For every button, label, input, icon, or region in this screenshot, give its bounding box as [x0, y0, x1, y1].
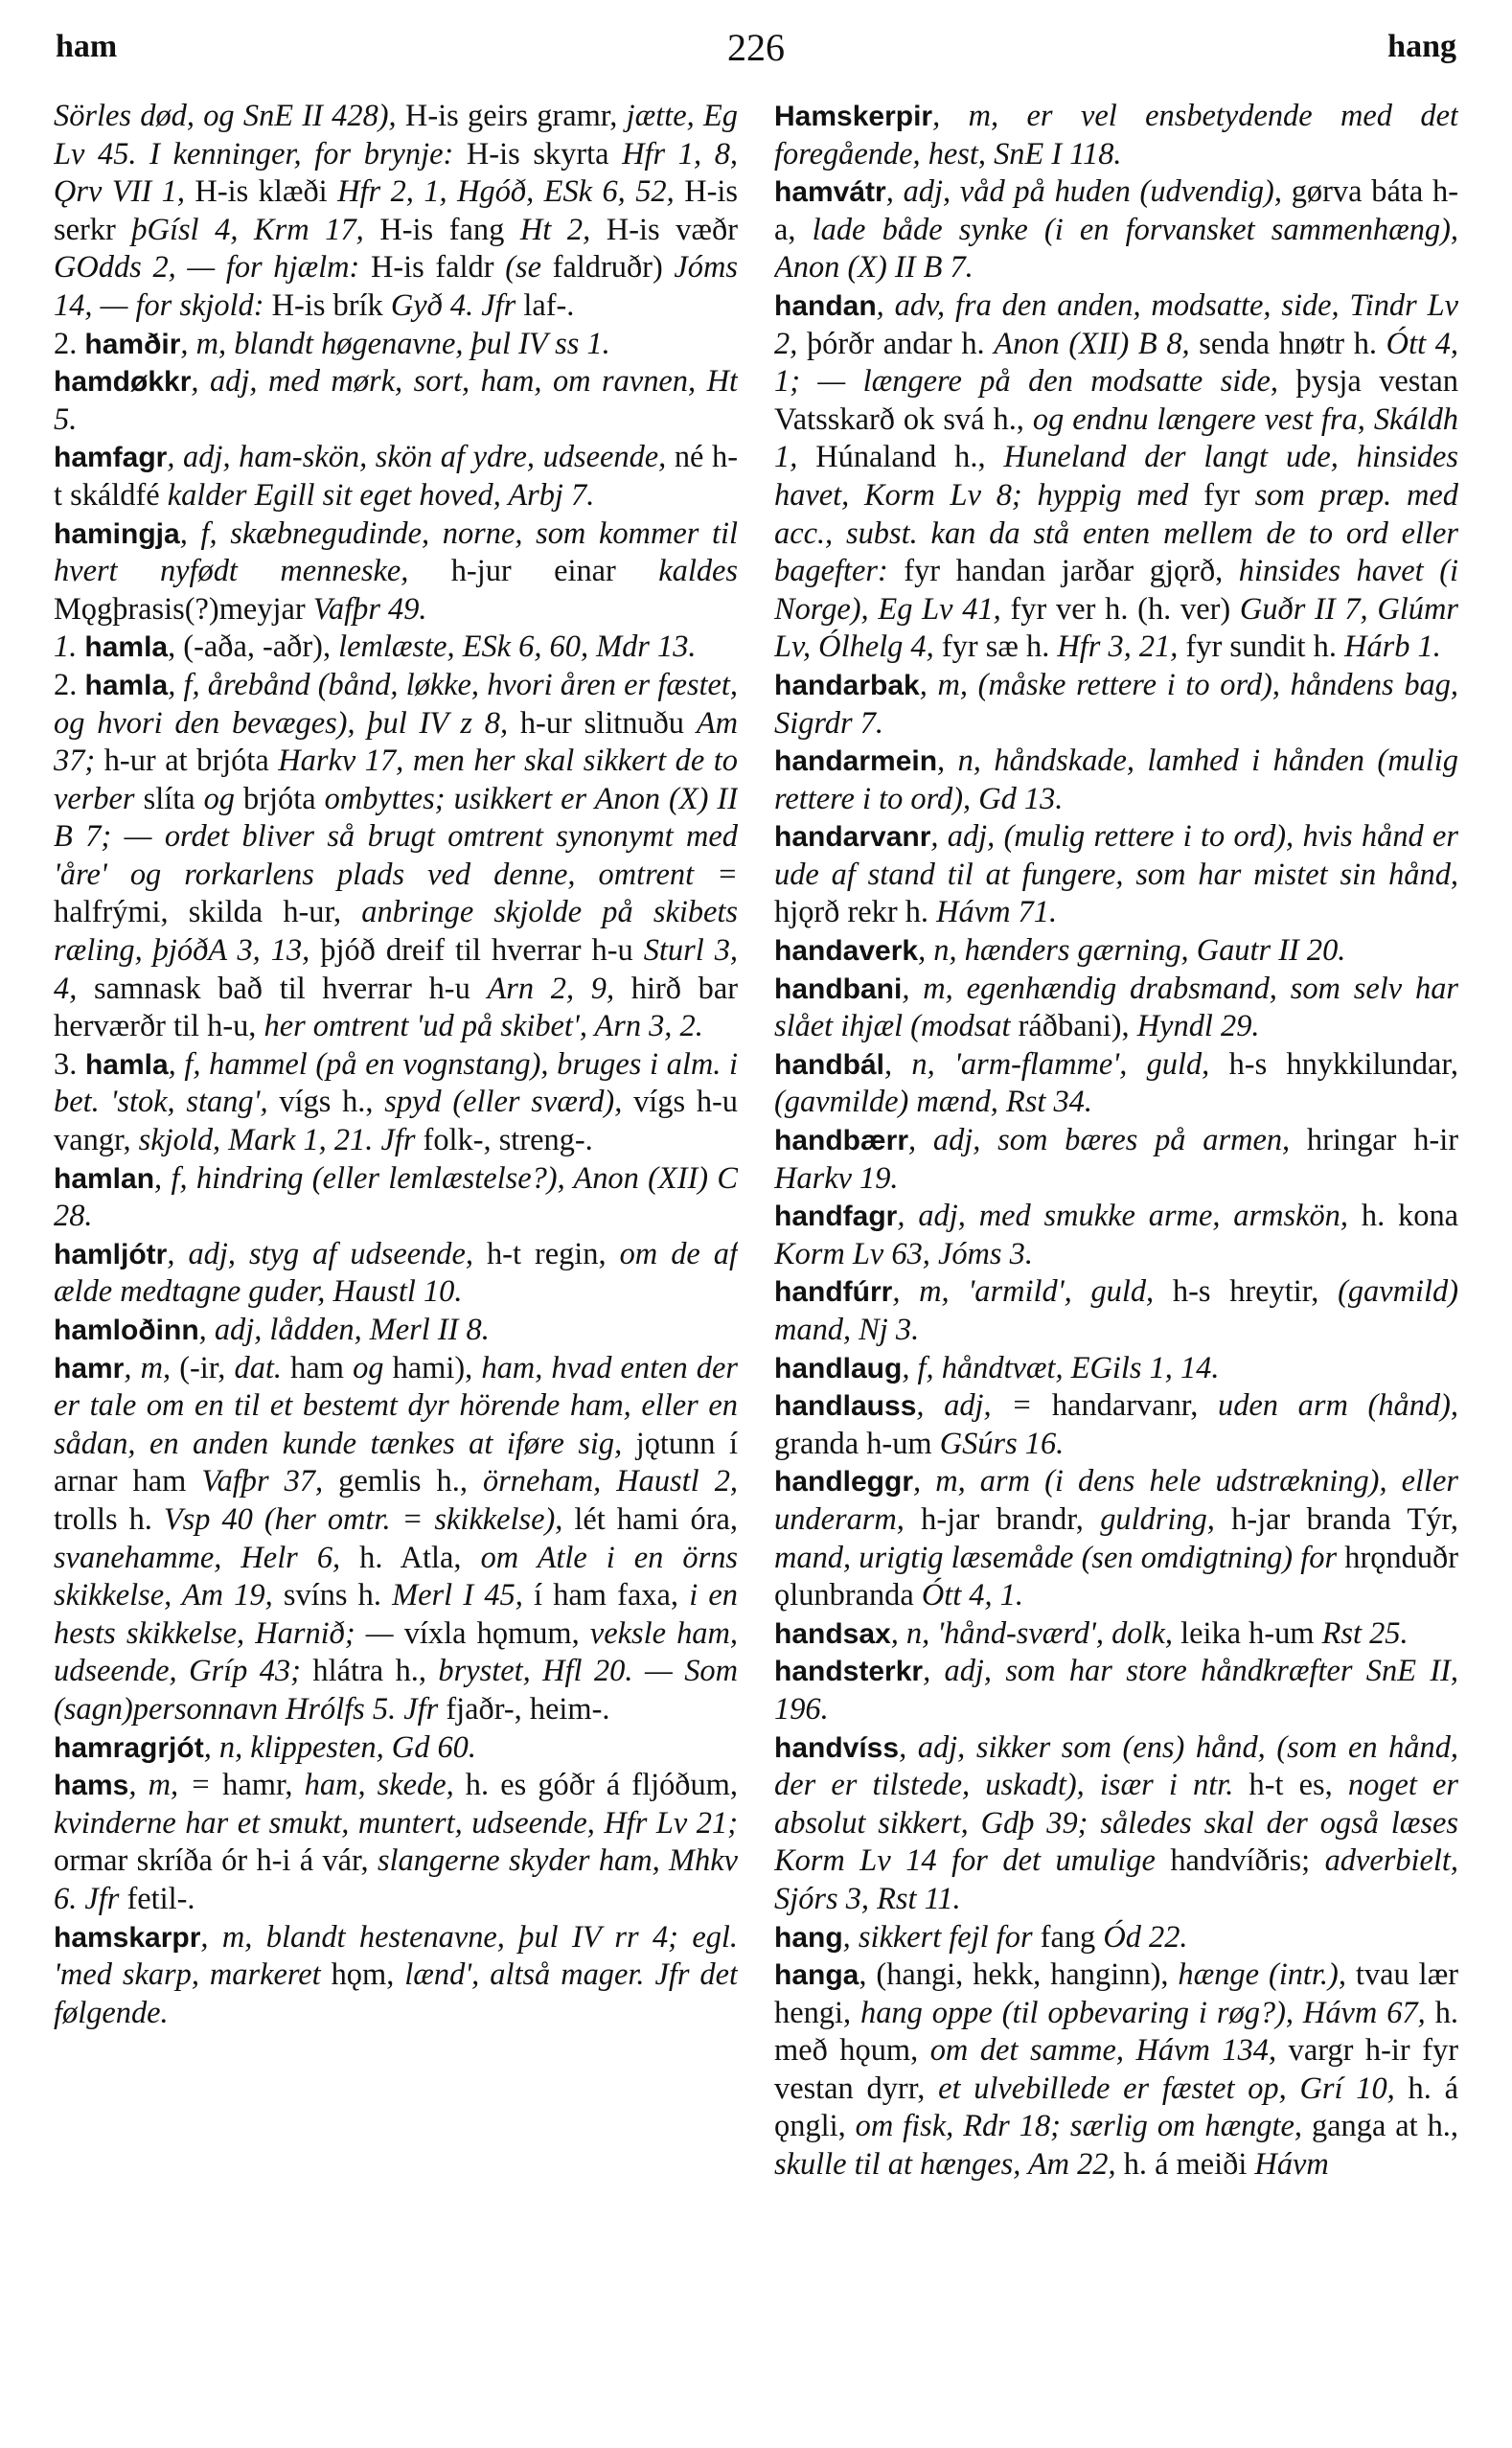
dictionary-entry: [774, 1919, 1458, 1957]
definition-text: Jóms 14, — for skjold:: [54, 250, 738, 323]
citation-text: fyr handan jarðar gjǫrð,: [887, 554, 1239, 589]
dictionary-entry: [54, 1350, 738, 1729]
definition-text: , m, er vel ensbetydende med det foregående, hest, SnE I 118.: [774, 99, 1458, 172]
headword: handsterkr: [774, 1656, 924, 1688]
definition-text: , adj, som bæres på armen,: [908, 1123, 1291, 1158]
headword: handbani: [774, 972, 903, 1005]
definition-text: hang oppe (til opbevaring i røg?), Hávm 67,: [860, 1995, 1426, 2030]
citation-text: h-s hnykkilundar,: [1209, 1046, 1458, 1082]
definition-text: Arn 2, 9,: [487, 971, 615, 1006]
definition-text: Ht 2,: [519, 212, 591, 247]
citation-text: H-is fang: [363, 212, 520, 247]
dictionary-entry: [54, 439, 738, 515]
definition-text: (gavmild) mand, Nj 3.: [774, 1274, 1458, 1347]
definition-text: om de af ælde medtagne guder, Haustl 10.: [54, 1236, 738, 1310]
dictionary-entry: [774, 1956, 1458, 2185]
page-number: 226: [727, 26, 785, 69]
definition-text: Huneland der langt ude, hinsides havet, Korm Lv 8; hyppig med: [774, 440, 1458, 513]
citation-text: fyr sundit h.: [1178, 629, 1345, 665]
headword: hamla: [84, 1048, 169, 1081]
dictionary-entry: [54, 667, 738, 1046]
definition-text: , m, egenhændig drabsmand, som selv har slået ihjæl (modsat: [774, 971, 1458, 1044]
definition-text: Merl I 45,: [392, 1578, 523, 1613]
left-column: [54, 98, 738, 2426]
dictionary-entry: [774, 1653, 1458, 1728]
definition-text: kvinderne har et smukt, muntert, udseende, Hfr Lv 21;: [54, 1805, 738, 1841]
definition-text: lade både synke (i en forvansket sammenhæng), Anon (X) II B 7.: [774, 212, 1458, 286]
definition-text: þGísl 4, Krm 17,: [131, 212, 364, 247]
definition-text: ombyttes; usikkert er Anon (X) II B 7; — ordet bliver så brugt omtrent synonymt med 'åre' og rorkarlens plads ved denne, omtrent =: [54, 781, 738, 892]
definition-text: anbringe skjolde på skibets ræling, þjóðA 3, 13,: [54, 895, 738, 969]
dictionary-entry: [774, 818, 1458, 932]
headword: handfagr: [774, 1201, 898, 1233]
citation-text: H-is serkr: [54, 174, 738, 247]
headword: hamljótr: [54, 1238, 168, 1270]
header-first-word: ham: [56, 29, 118, 64]
citation-text: hami),: [383, 1350, 482, 1385]
citation-text: h. Atla,: [340, 1540, 481, 1575]
dictionary-entry: [774, 1615, 1458, 1654]
definition-text: Hyndl 29.: [1136, 1009, 1260, 1044]
definition-text: Sturl 3, 4,: [54, 933, 738, 1006]
definition-text: skulle til at hænges, Am 22,: [774, 2147, 1116, 2183]
definition-text: Hfr 1, 8, Ǫrv VII 1,: [54, 136, 738, 210]
definition-text: , m, arm (i dens hele udstrækning), eller underarm,: [774, 1464, 1458, 1537]
citation-text: lét hami óra,: [562, 1501, 738, 1537]
definition-text: , f, årebånd (bånd, løkke, hvori åren er fæstet, og hvori den bevæges), þul IV z 8,: [54, 667, 738, 741]
definition-text: , m, blandt hestenavne, þul IV rr 4; egl. 'med skarp, markeret: [54, 1919, 738, 1993]
dictionary-entry: [774, 1387, 1458, 1463]
headword: hamðir: [84, 328, 181, 360]
dictionary-entry: [774, 667, 1458, 743]
dictionary-entry: [774, 1729, 1458, 1919]
definition-text: lænd', altså mager. Jfr det følgende.: [54, 1957, 738, 2030]
definition-text: brystet, Hfl 20. — Som (sagn)personnavn Hrólfs 5. Jfr: [54, 1654, 738, 1727]
citation-text: h. á ǫngli,: [774, 2071, 1458, 2144]
headword: hanga: [774, 1959, 859, 1992]
headword: handlauss: [774, 1390, 917, 1423]
citation-text: H-is faldr: [359, 250, 506, 286]
definition-text: , m, (måske rettere i to ord), håndens bag, Sigrdr 7.: [774, 667, 1458, 741]
citation-text: fyr: [1188, 477, 1255, 513]
definition-text: her omtrent 'ud på skibet', Arn 3, 2.: [263, 1009, 703, 1044]
definition-text: Ótt 4, 1; — længere på den modsatte side,: [774, 326, 1458, 400]
citation-text: ham: [282, 1350, 354, 1385]
dictionary-entry: [774, 1273, 1458, 1349]
headword: hamskarpr: [54, 1921, 201, 1954]
definition-text: Vsp 40 (her omtr. = skikkelse),: [163, 1501, 563, 1537]
citation-text: ganga at h.,: [1302, 2109, 1458, 2144]
definition-text: hænge (intr.),: [1178, 1957, 1346, 1993]
citation-text: fyr ver h. (h. ver): [1000, 591, 1240, 627]
citation-text: samnask bað til hverrar h-u: [77, 971, 488, 1006]
dictionary-entry: [54, 1236, 738, 1312]
citation-text: h-jur einar: [408, 554, 659, 589]
definition-text: , adj, lådden, Merl II 8.: [198, 1313, 490, 1347]
definition-text: Ód 22.: [1103, 1919, 1188, 1955]
citation-text: h-ur slitnuðu: [508, 705, 697, 741]
definition-text: , m,: [124, 1350, 172, 1385]
citation-text: h-t regin,: [472, 1236, 620, 1271]
definition-text: , adj, ham-skön, skön af ydre, udseende,: [167, 440, 667, 475]
headword: handbál: [774, 1048, 885, 1081]
definition-text: i en hests skikkelse, Harnið; —: [54, 1578, 738, 1651]
headword: hamloðinn: [54, 1315, 199, 1346]
citation-text: H-is klæði: [184, 174, 338, 210]
definition-text: svanehamme, Helr 6,: [54, 1540, 341, 1575]
dictionary-entry: [54, 1729, 738, 1768]
definition-text: , m, blandt høgenavne, þul IV ss 1.: [180, 326, 610, 361]
citation-text: H-is geirs gramr,: [396, 99, 627, 133]
dictionary-entry: [774, 932, 1458, 971]
citation-text: jǫtunn í arnar ham: [54, 1426, 738, 1499]
definition-text: lemlæste, ESk 6, 60, Mdr 13.: [338, 629, 697, 665]
citation-text: h-t es,: [1233, 1768, 1348, 1803]
citation-text: þórðr andar h.: [797, 326, 995, 361]
definition-text: hinsides havet (i Norge), Eg Lv 41,: [774, 554, 1458, 627]
citation-text: H-is skyrta: [453, 136, 623, 172]
dictionary-entry: [774, 1046, 1458, 1122]
definition-text: kalder Egill sit eget hoved, Arbj 7.: [167, 477, 595, 513]
citation-text: hlátra h.,: [300, 1654, 439, 1689]
headword: handfúrr: [774, 1276, 893, 1309]
definition-text: Anon (XII) B 8,: [994, 326, 1190, 361]
definition-text: , f, hindring (eller lemlæstelse?), Anon (XII) C 28.: [54, 1160, 738, 1234]
definition-text: veksle ham, udseende, Gríp 43;: [54, 1615, 738, 1689]
citation-text: laf-.: [515, 287, 575, 323]
dictionary-entry: [54, 1919, 738, 2033]
citation-text: (-ir,: [171, 1350, 235, 1385]
definition-text: GSúrs 16.: [939, 1426, 1065, 1461]
citation-text: í ham faxa,: [522, 1578, 690, 1613]
definition-text: Am 37;: [54, 705, 738, 779]
definition-text: adverbielt, Sjórs 3, Rst 11.: [774, 1843, 1458, 1916]
dictionary-entry: [54, 629, 738, 667]
definition-text: , adj, (mulig rettere i to ord), hvis hånd er ude af stand til at fungere, som har mistet sin hånd,: [774, 819, 1458, 892]
citation-text: h-jar brandr,: [904, 1501, 1101, 1537]
citation-text: tvau lær hengi,: [774, 1957, 1458, 2030]
citation-text: hǫm,: [320, 1957, 405, 1993]
headword: hamla: [84, 669, 169, 701]
dictionary-entry: [54, 1767, 738, 1918]
citation-text: fjaðr-, heim-.: [438, 1691, 610, 1727]
definition-text: , adj, som har store håndkræfter SnE II, 196.: [774, 1654, 1458, 1727]
citation-text: víxla hǫmum,: [393, 1615, 590, 1651]
citation-text: fyr sæ h.: [933, 629, 1058, 665]
definition-text: , sikkert fejl for: [842, 1919, 1033, 1955]
citation-text: ormar skríða ór h-i á vár,: [54, 1843, 378, 1879]
citation-text: vígs h.,: [267, 1085, 385, 1120]
citation-text: folk-, streng-.: [415, 1123, 593, 1158]
definition-text: Hfr 2, 1, Hgóð, ESk 6, 52,: [337, 174, 675, 210]
definition-text: 1.: [54, 629, 85, 665]
definition-text: Ótt 4, 1.: [921, 1578, 1023, 1613]
citation-text: Húnaland h.,: [797, 440, 1004, 475]
dictionary-entry: [774, 287, 1458, 667]
definition-text: , f, håndtvæt, EGils 1, 14.: [902, 1350, 1220, 1385]
headword: hamlan: [54, 1162, 155, 1195]
definition-text: Hávm 71.: [936, 895, 1058, 930]
definition-text: som præp. med acc., subst. kan da stå enten mellem de to ord eller bagefter:: [774, 477, 1458, 589]
definition-text: kaldes: [658, 554, 738, 589]
citation-text: slíta: [134, 781, 204, 816]
citation-text: , (hangi, hekk, hanginn),: [859, 1957, 1179, 1993]
definition-text: , f, hammel (på en vognstang), bruges i alm. i bet. 'stok, stang',: [54, 1046, 738, 1120]
citation-text: handvíðris;: [1155, 1843, 1325, 1879]
definition-text: , f, skæbnegudinde, norne, som kommer til hvert nyfødt menneske,: [54, 515, 738, 589]
citation-text: hringar h-ir: [1290, 1123, 1458, 1158]
headword: handleggr: [774, 1466, 914, 1499]
definition-text: , adj, med mørk, sort, ham, om ravnen, Ht 5.: [54, 364, 738, 437]
definition-text: , adj, med smukke arme, armskön,: [897, 1199, 1348, 1234]
definition-text: om det samme, Hávm 134,: [929, 2033, 1277, 2069]
definition-text: uden arm (hånd),: [1218, 1388, 1458, 1424]
dictionary-entry: [54, 363, 738, 439]
citation-text: 2.: [54, 326, 85, 361]
definition-text: om fisk, Rdr 18; særlig om hængte,: [855, 2109, 1303, 2144]
dictionary-entry: [774, 1463, 1458, 1614]
headword: handarmein: [774, 745, 938, 778]
definition-text: (se: [505, 250, 541, 286]
dictionary-entry: [54, 98, 738, 326]
headword: handbærr: [774, 1125, 909, 1157]
definition-text: jætte, Eg Lv 45. I kenninger, for brynje:: [54, 99, 738, 172]
definition-text: mand, urigtig læsemåde (sen omdigtning) for: [774, 1540, 1338, 1575]
citation-text: halfrými, skilda h-ur,: [54, 895, 362, 930]
dictionary-entry: [54, 1160, 738, 1236]
headword: handaverk: [774, 935, 919, 968]
definition-text: Harkv 19.: [774, 1160, 899, 1196]
headword: hamingja: [54, 517, 180, 550]
citation-text: þjóð dreif til hverrar h-u: [309, 933, 644, 969]
citation-text: vígs h-u vangr,: [54, 1085, 738, 1158]
definition-text: dat.: [234, 1350, 283, 1385]
citation-text: h. kona: [1347, 1199, 1458, 1234]
headword: hang: [774, 1921, 843, 1954]
headword: handarbak: [774, 669, 920, 701]
citation-text: né h-t skáldfé: [54, 440, 738, 513]
citation-text: granda h-um: [774, 1426, 940, 1461]
citation-text: vargr h-ir fyr vestan dyrr,: [774, 2033, 1458, 2106]
definition-text: spyd (eller sværd),: [384, 1085, 623, 1120]
dictionary-entry: [774, 173, 1458, 287]
headword: hams: [54, 1770, 129, 1802]
dictionary-entry: [54, 326, 738, 364]
citation-text: þysja vestan Vatsskarð ok svá h.,: [774, 364, 1458, 437]
headword: Hamskerpir: [774, 101, 933, 132]
citation-text: h-jar branda Týr,: [1214, 1501, 1458, 1537]
citation-text: brjóta: [235, 781, 325, 816]
citation-text: gørva báta h-a,: [774, 174, 1458, 247]
definition-text: örneham, Haustl 2,: [482, 1464, 738, 1499]
definition-text: Hfr 3, 21,: [1057, 629, 1179, 665]
dictionary-entry: [774, 98, 1458, 173]
dictionary-entry: [774, 743, 1458, 818]
definition-text: et ulvebillede er fæstet op, Grí 10,: [938, 2071, 1395, 2106]
citation-text: h-s hreytir,: [1154, 1274, 1339, 1310]
dictionary-entry: [54, 1046, 738, 1160]
definition-text: Vafþr 37,: [201, 1464, 324, 1499]
definition-text: , adj, styg af udseende,: [167, 1236, 473, 1271]
citation-text: hjǫrð rekr h.: [774, 895, 937, 930]
definition-text: (gavmilde) mænd, Rst 34.: [774, 1085, 1092, 1120]
definition-text: Rst 25.: [1321, 1615, 1409, 1651]
citation-text: , (-aða, -aðr),: [168, 629, 339, 665]
headword: handarvanr: [774, 821, 931, 854]
citation-text: Mǫgþrasis(?)meyjar: [54, 591, 313, 627]
headword: hamla: [84, 631, 169, 664]
citation-text: 3.: [54, 1046, 85, 1082]
citation-text: h. á meiði: [1115, 2147, 1255, 2183]
headword: hamdøkkr: [54, 366, 192, 399]
citation-text: h. es góðr á fljóðum,: [453, 1768, 738, 1803]
citation-text: hamr,: [211, 1768, 305, 1803]
definition-text: om Atle i en örns skikkelse, Am 19,: [54, 1540, 738, 1613]
headword: hamfagr: [54, 442, 168, 474]
definition-text: GOdds 2, — for hjælm:: [54, 250, 360, 286]
definition-text: og: [203, 781, 235, 816]
definition-text: , adj, våd på huden (udvendig),: [885, 174, 1282, 210]
citation-text: ráðbani),: [1010, 1009, 1137, 1044]
citation-text: H-is væðr: [590, 212, 738, 247]
citation-text: svíns h.: [272, 1578, 393, 1613]
dictionary-entry: [774, 1122, 1458, 1198]
citation-text: fang: [1032, 1919, 1104, 1955]
definition-text: , m, 'armild', guld,: [892, 1274, 1155, 1310]
definition-text: skjold, Mark 1, 21. Jfr: [138, 1123, 416, 1158]
citation-text: hrǫnduðr ǫlunbranda: [774, 1540, 1458, 1613]
citation-text: hirð bar herværðr til h-u,: [54, 971, 738, 1044]
citation-text: fetil-.: [119, 1881, 195, 1916]
headword: hamvátr: [774, 176, 886, 209]
definition-text: , m, =: [128, 1768, 212, 1803]
citation-text: handarvanr,: [1032, 1388, 1219, 1424]
definition-text: Guðr II 7, Glúmr Lv, Ólhelg 4,: [774, 591, 1458, 665]
citation-text: trolls h.: [54, 1501, 164, 1537]
dictionary-entry: [774, 1350, 1458, 1388]
citation-text: gemlis h.,: [323, 1464, 483, 1499]
definition-text: , adv, fra den anden, modsatte, side, Tindr Lv 2,: [774, 287, 1458, 361]
citation-text: faldruðr): [540, 250, 675, 286]
definition-text: og: [353, 1350, 384, 1385]
headword: handan: [774, 289, 877, 322]
headword: handlaug: [774, 1352, 903, 1384]
citation-text: H-is brík: [263, 287, 391, 323]
header-last-word: hang: [1387, 29, 1456, 64]
definition-text: guldring,: [1100, 1501, 1215, 1537]
definition-text: ham, hvad enten der er tale om en til et bestemt dyr hörende ham, eller en sådan, en anden kunde tænkes at iføre sig,: [54, 1350, 738, 1461]
definition-text: Sörles død, og SnE II 428),: [54, 99, 397, 133]
definition-text: Vafþr 49.: [312, 591, 427, 627]
dictionary-entry: [54, 1312, 738, 1350]
definition-text: , n, hænders gærning, Gautr II 20.: [918, 933, 1346, 969]
headword: hamr: [54, 1352, 125, 1384]
headword: handsax: [774, 1617, 891, 1650]
definition-text: , adj, =: [916, 1388, 1033, 1424]
citation-text: h. með hǫum,: [774, 1995, 1458, 2069]
definition-text: , n, klippesten, Gd 60.: [203, 1729, 476, 1765]
definition-text: noget er absolut sikkert, Gdþ 39; således skal der også læses Korm Lv 14 for det umulige: [774, 1768, 1458, 1879]
citation-text: leika h-um: [1172, 1615, 1322, 1651]
definition-text: , n, håndskade, lamhed i hånden (mulig rettere i to ord), Gd 13.: [774, 744, 1458, 816]
citation-text: senda hnøtr h.: [1189, 326, 1386, 361]
headword: handvíss: [774, 1731, 900, 1764]
definition-text: , n, 'arm-flamme', guld,: [884, 1046, 1210, 1082]
citation-text: 2.: [54, 667, 85, 702]
definition-text: Hávm: [1254, 2147, 1329, 2183]
definition-text: , adj, sikker som (ens) hånd, (som en hånd, der er tilstede, uskadt), især i ntr.: [774, 1729, 1458, 1803]
citation-text: h-ur at brjóta: [95, 744, 279, 779]
definition-text: , n, 'hånd-sværd', dolk,: [890, 1615, 1173, 1651]
definition-text: og endnu længere vest fra, Skáldh 1,: [774, 401, 1458, 475]
dictionary-entry: [54, 515, 738, 629]
definition-text: Gyð 4. Jfr: [390, 287, 516, 323]
definition-text: Korm Lv 63, Jóms 3.: [774, 1236, 1033, 1271]
headword: hamragrjót: [54, 1731, 204, 1764]
definition-text: slangerne skyder ham, Mhkv 6. Jfr: [54, 1843, 738, 1916]
definition-text: ham, skede,: [304, 1768, 454, 1803]
definition-text: Hárb 1.: [1344, 629, 1441, 665]
right-column: [774, 98, 1458, 2426]
running-header: [56, 21, 1456, 79]
dictionary-entry: [774, 971, 1458, 1046]
definition-text: Harkv 17, men her skal sikkert de to verber: [54, 744, 738, 816]
dictionary-entry: [774, 1198, 1458, 1273]
